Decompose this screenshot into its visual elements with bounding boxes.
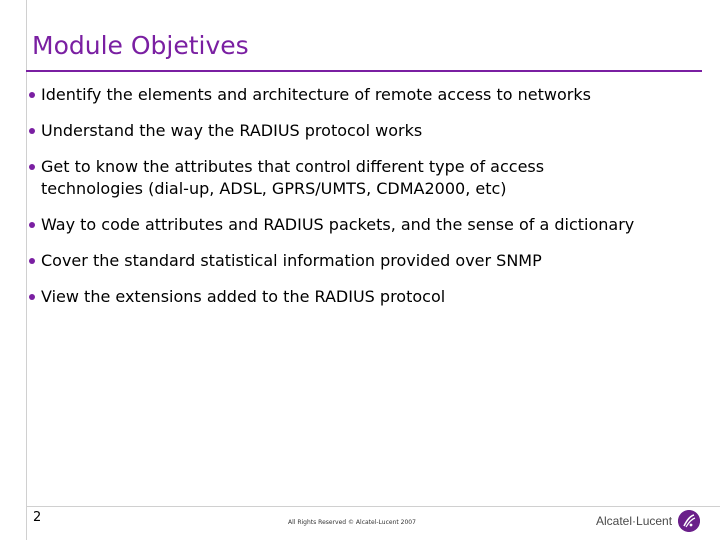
bullet-text: Understand the way the RADIUS protocol works	[41, 121, 423, 140]
bullet-dot-icon	[29, 128, 35, 134]
bullet-item	[28, 286, 718, 308]
company-logo	[596, 508, 700, 534]
bullet-dot-icon	[29, 294, 35, 300]
bullet-dot-icon	[29, 258, 35, 264]
bullet-dot-icon	[29, 164, 35, 170]
copyright-notice: All Rights Reserved © Alcatel-Lucent 2007	[288, 519, 416, 526]
bullet-dot-icon	[29, 92, 35, 98]
alcatel-lucent-swirl-icon	[678, 510, 700, 532]
bullet-item	[28, 84, 718, 106]
bullet-item	[28, 156, 718, 200]
bullet-text: Get to know the attributes that control different type of access technologies (dial-up, ADSL, GPRS/UMTS, CDMA2000, etc)	[41, 157, 545, 198]
page-number: 2	[33, 510, 42, 525]
bullet-text: Identify the elements and architecture of remote access to networks	[41, 85, 591, 104]
bullet-item	[28, 250, 718, 272]
bullet-text: View the extensions added to the RADIUS protocol	[41, 287, 446, 306]
logo-text: Alcatel·Lucent	[596, 514, 673, 528]
title-underline	[26, 70, 702, 72]
footer-rule	[26, 506, 720, 507]
slide-title: Module Objetives	[32, 31, 249, 60]
bullet-list	[28, 84, 718, 322]
bullet-text: Cover the standard statistical information provided over SNMP	[41, 251, 542, 270]
bullet-dot-icon	[29, 222, 35, 228]
bullet-text: Way to code attributes and RADIUS packets, and the sense of a dictionary	[41, 215, 635, 234]
bullet-item	[28, 214, 718, 236]
bullet-item	[28, 120, 718, 142]
left-border-rule	[26, 0, 27, 540]
